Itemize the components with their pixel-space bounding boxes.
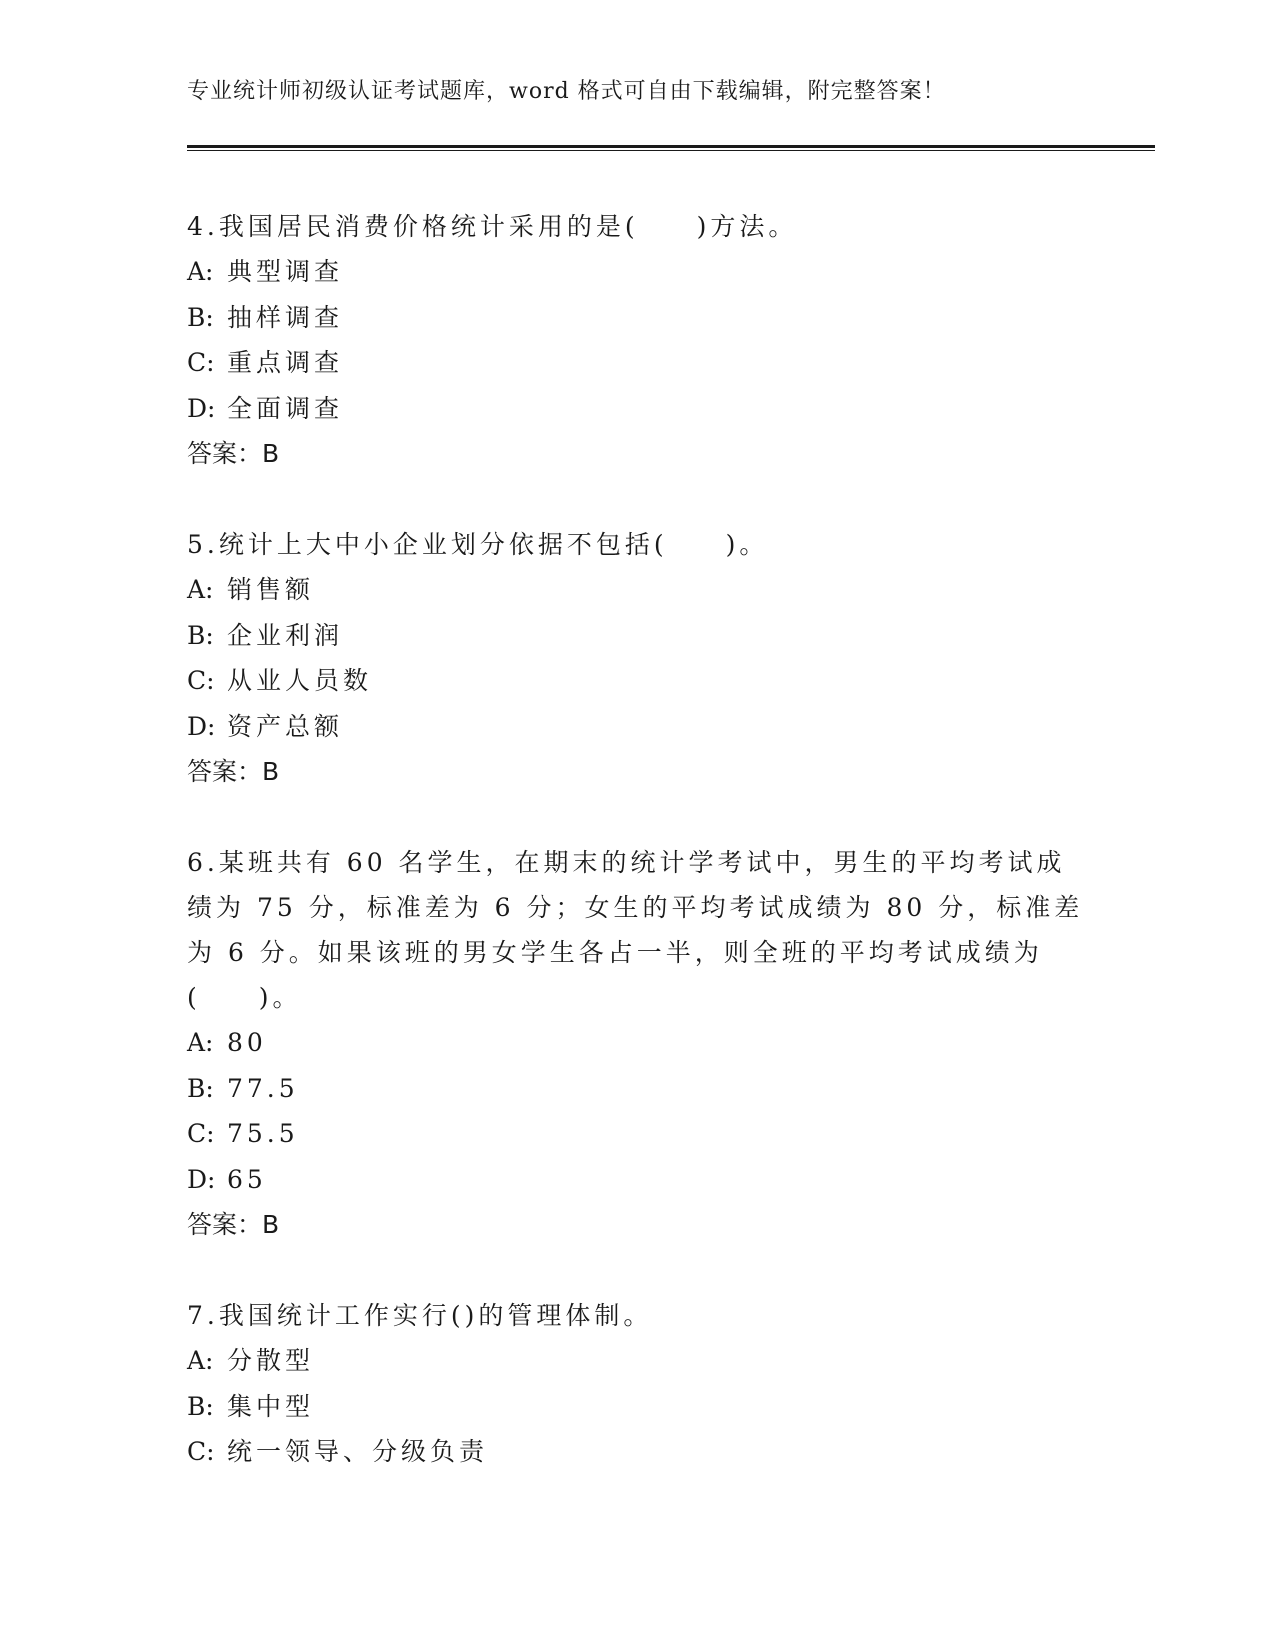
option-label: B: [187,620,214,650]
question-text: 7.我国统计工作实行()的管理体制。 [187,1301,653,1330]
option-label: B: [187,302,214,332]
question-text: 5.统计上大中小企业划分依据不包括( )。 [187,530,769,559]
option-c [187,1111,1087,1157]
option-a [187,249,1087,295]
option-text: 销售额 [227,575,315,604]
question-5 [187,522,1087,794]
option-text: 抽样调查 [227,302,344,332]
option-c [187,1429,1087,1475]
option-b [187,295,1087,341]
option-label: D: [187,1164,216,1194]
option-text: 80 [227,1028,267,1057]
option-text: 企业利润 [227,620,344,650]
option-d [187,386,1087,432]
option-label: A: [187,575,214,604]
header-divider-thick [187,145,1155,148]
option-text: 重点调查 [227,348,344,377]
option-text: 全面调查 [227,393,344,423]
option-d [187,1157,1087,1203]
option-text: 统一领导、分级负责 [227,1437,489,1466]
option-text: 75.5 [227,1119,299,1148]
option-label: C: [187,666,215,695]
option-label: C: [187,348,215,377]
question-4 [187,204,1087,476]
option-b [187,1066,1087,1112]
question-6 [187,840,1087,1247]
option-text: 77.5 [227,1073,299,1103]
header-divider-thin [187,150,1155,151]
option-label: D: [187,393,216,423]
option-text: 65 [227,1164,267,1194]
question-text: 6.某班共有 60 名学生，在期末的统计学考试中，男生的平均考试成绩为 75 分，标准差为 6 分；女生的平均考试成绩为 80 分，标准差为 6 分。如果该班的男女学生各占一半，则全班的平均考试成绩为( )。 [187,848,1084,1012]
option-c [187,658,1087,704]
option-label: A: [187,1028,214,1057]
option-a [187,1020,1087,1066]
option-text: 从业人员数 [227,666,373,695]
question-text: 4.我国居民消费价格统计采用的是( )方法。 [187,212,798,241]
answer-line: 答案：B [187,1210,280,1239]
option-text: 资产总额 [227,711,344,741]
option-text: 典型调查 [227,257,344,286]
question-7 [187,1293,1087,1475]
option-label: A: [187,1346,214,1375]
answer-line: 答案：B [187,757,280,786]
option-label: A: [187,257,214,286]
option-label: C: [187,1119,215,1148]
answer-line: 答案：B [187,439,280,468]
option-label: B: [187,1073,214,1103]
option-text: 分散型 [227,1346,315,1375]
page-header: 专业统计师初级认证考试题库，word 格式可自由下载编辑，附完整答案！ [187,79,946,104]
option-b [187,613,1087,659]
option-label: B: [187,1391,214,1421]
option-c [187,340,1087,386]
option-d [187,704,1087,750]
option-text: 集中型 [227,1391,315,1421]
option-a [187,1338,1087,1384]
question-list [187,204,1087,1521]
option-b [187,1384,1087,1430]
option-label: C: [187,1437,215,1466]
option-a [187,567,1087,613]
option-label: D: [187,711,216,741]
